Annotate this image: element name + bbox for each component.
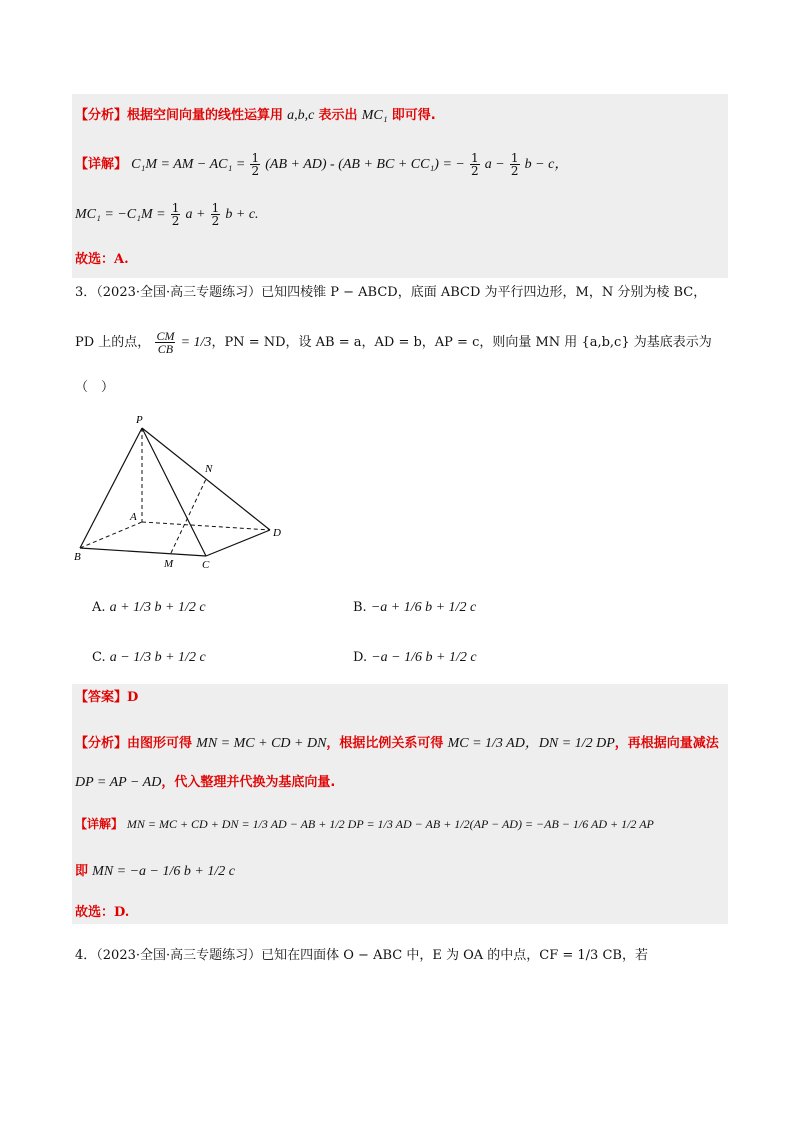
q3-stem-line-2: PD 上的点， $\frac{CM}{CB}$ = 1/3，PN = ND，设 AB = a，AD = b，AP = c，则向量 MN 用 {a,b,c} 为基底表示为 xyxy=(75,329,712,356)
option-d[interactable]: D. −a − 1/6 b + 1/2 c xyxy=(353,650,477,665)
label-A: A xyxy=(130,511,137,523)
fraction: $\frac{1}{2}$ xyxy=(171,201,180,228)
pyramid-figure xyxy=(72,412,302,572)
q3-detail-conclusion: 即 MN = −a − 1/6 b + 1/2 c xyxy=(75,864,235,879)
q3-answer: 【答案】D xyxy=(75,690,139,705)
fraction: $\frac{1}{2}$ xyxy=(251,151,260,178)
label-N: N xyxy=(205,463,213,475)
fraction: $\frac{1}{2}$ xyxy=(471,151,479,178)
option-a[interactable]: A. a + 1/3 b + 1/2 c xyxy=(92,600,206,615)
q2-detail-line-2: MC₁ = −C₁M = $\frac{1}{2}$ a + $\frac{1}{2}$ b + c. xyxy=(75,201,259,228)
label-M: M xyxy=(164,558,174,570)
q3-analysis-line-2: DP = AP − AD，代入整理并代换为基底向量. xyxy=(75,775,336,790)
q3-stem-line-1: 3．（2023·全国·高三专题练习）已知四棱锥 P − ABCD，底面 ABCD 为平行四边形，M，N 分别为棱 BC， xyxy=(75,285,707,300)
q2-choice: 故选：A. xyxy=(75,252,129,267)
q3-choice: 故选：D. xyxy=(75,905,130,920)
q3-analysis-line: 【分析】由图形可得 MN = MC + CD + DN，根据比例关系可得 MC = 1/3 AD，DN = 1/2 DP，再根据向量减法 xyxy=(75,736,719,751)
option-c[interactable]: C. a − 1/3 b + 1/2 c xyxy=(92,650,206,665)
q2-analysis-line: 【分析】根据空间向量的线性运算用 a,b,c 表示出 MC₁ 即可得. xyxy=(75,108,436,123)
q4-stem: 4．（2023·全国·高三专题练习）已知在四面体 O − ABC 中，E 为 OA 的中点，CF = 1/3 CB，若 xyxy=(75,948,648,963)
label-D: D xyxy=(273,527,281,539)
label-B: B xyxy=(74,551,81,563)
label-C: C xyxy=(202,559,210,571)
option-b[interactable]: B. −a + 1/6 b + 1/2 c xyxy=(353,600,477,615)
fraction: $\frac{1}{2}$ xyxy=(510,151,519,178)
fraction: $\frac{1}{2}$ xyxy=(211,201,220,228)
q2-detail-line: 【详解】 C₁M = AM − AC₁ = $\frac{1}{2}$ (AB + AD) - (AB + BC + CC₁) = − $\frac{1}{2}$ a − $\frac{1}{2}$ b − c， xyxy=(75,151,569,178)
q3-paren: （ ） xyxy=(75,380,115,395)
q3-solution-block xyxy=(72,684,728,924)
q3-detail-line: 【详解】 MN = MC + CD + DN = 1/3 AD − AB + 1/2 DP = 1/3 AD − AB + 1/2(AP − AD) = −AB − 1/6 AD + 1/2 AP xyxy=(75,817,654,831)
ratio-fraction: $\frac{CM}{CB}$ xyxy=(156,329,175,356)
label-P: P xyxy=(136,414,143,426)
